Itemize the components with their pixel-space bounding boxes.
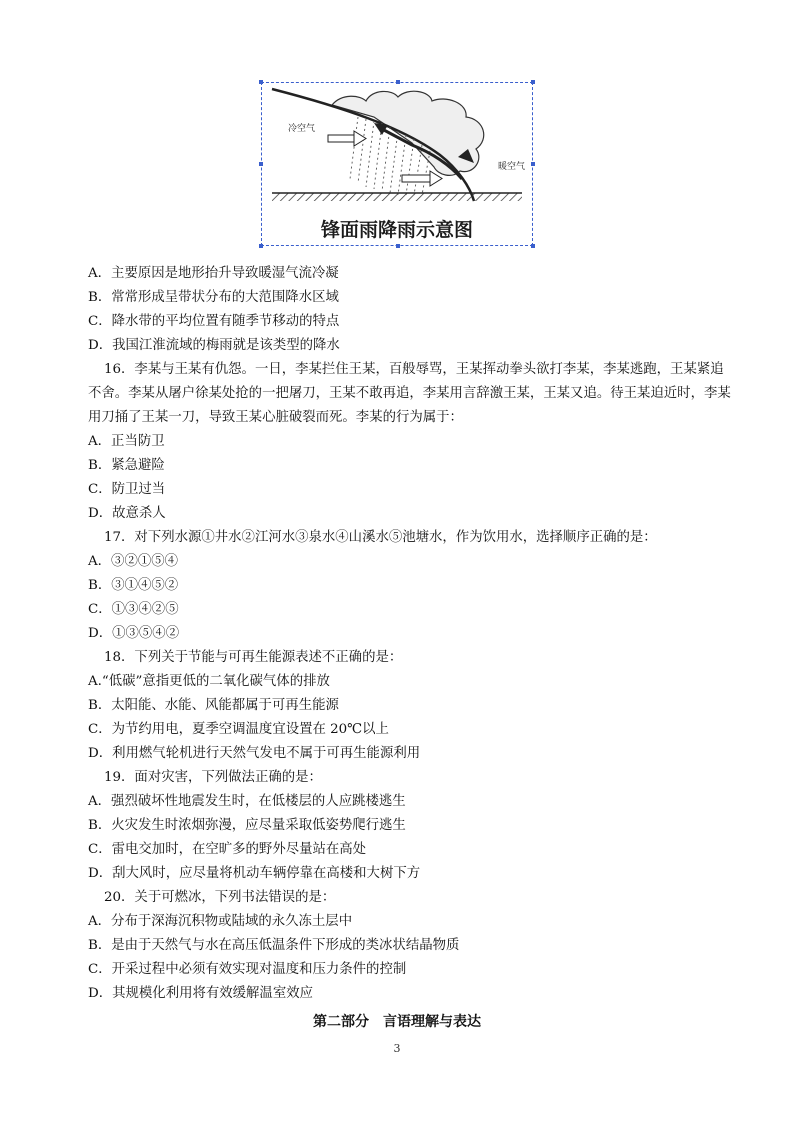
q18-option-c: C．为节约用电，夏季空调温度宜设置在 20℃以上 xyxy=(88,722,389,737)
q18-stem: 18．下列关于节能与可再生能源表述不正确的是： xyxy=(104,650,403,665)
q17-option-c: C．①③④②⑤ xyxy=(88,602,179,617)
frontal-rain-diagram xyxy=(261,82,533,246)
q16-stem-line-3: 用刀捅了王某一刀，导致王某心脏破裂而死。李某的行为属于： xyxy=(88,410,463,425)
q18-option-a: A.“低碳”意指更低的二氧化碳气体的排放 xyxy=(88,674,330,689)
q19-option-b: B．火灾发生时浓烟弥漫，应尽量采取低姿势爬行逃生 xyxy=(88,818,406,833)
q16-stem-line-1: 16．李某与王某有仇怨。一日，李某拦住王某，百般辱骂，王某挥动拳头欲打李某，李某逃跑，王某紧追 xyxy=(104,362,724,377)
q15-option-d: D．我国江淮流域的梅雨就是该类型的降水 xyxy=(88,338,340,353)
figure-caption: 锋面雨降雨示意图 xyxy=(320,219,473,241)
q17-stem: 17．对下列水源①井水②江河水③泉水④山溪水⑤池塘水，作为饮用水，选择顺序正确的是： xyxy=(104,530,657,545)
q16-option-a: A．正当防卫 xyxy=(88,434,165,449)
q20-option-b: B．是由于天然气与水在高压低温条件下形成的类冰状结晶物质 xyxy=(88,938,460,953)
q18-option-b: B．太阳能、水能、风能都属于可再生能源 xyxy=(88,698,339,713)
cold-air-label: 冷空气 xyxy=(288,124,316,134)
q15-option-b: B．常常形成呈带状分布的大范围降水区域 xyxy=(88,290,339,305)
q16-option-b: B．紧急避险 xyxy=(88,458,165,473)
q16-option-c: C．防卫过当 xyxy=(88,482,166,497)
q19-stem: 19．面对灾害，下列做法正确的是： xyxy=(104,770,322,785)
q18-option-d: D．利用燃气轮机进行天然气发电不属于可再生能源利用 xyxy=(88,746,421,761)
q16-stem-line-2: 不舍。李某从屠户徐某处抢的一把屠刀，王某不敢再追，李某用言辞激王某，王某又追。待王某迫近时，李某 xyxy=(88,386,731,401)
q19-option-c: C．雷电交加时，在空旷多的野外尽量站在高处 xyxy=(88,842,367,857)
q20-option-d: D．其规模化利用将有效缓解温室效应 xyxy=(88,986,313,1001)
q17-option-b: B．③①④⑤② xyxy=(88,578,179,593)
q19-option-a: A．强烈破坏性地震发生时，在低楼层的人应跳楼逃生 xyxy=(88,794,406,809)
q17-option-d: D．①③⑤④② xyxy=(88,626,180,641)
q19-option-d: D．刮大风时，应尽量将机动车辆停靠在高楼和大树下方 xyxy=(88,866,421,881)
q15-option-c: C．降水带的平均位置有随季节移动的特点 xyxy=(88,314,340,329)
q20-option-a: A．分布于深海沉积物或陆域的永久冻土层中 xyxy=(88,914,353,929)
q20-option-c: C．开采过程中必须有效实现对温度和压力条件的控制 xyxy=(88,962,407,977)
warm-air-label: 暖空气 xyxy=(498,162,526,172)
q17-option-a: A．③②①⑤④ xyxy=(88,554,179,569)
q15-option-a: A．主要原因是地形抬升导致暖湿气流冷凝 xyxy=(88,266,339,281)
section-heading: 第二部分 言语理解与表达 xyxy=(313,1014,481,1030)
page-number: 3 xyxy=(393,1042,401,1055)
q16-option-d: D．故意杀人 xyxy=(88,506,166,521)
q20-stem: 20．关于可燃冰，下列书法错误的是： xyxy=(104,890,336,905)
